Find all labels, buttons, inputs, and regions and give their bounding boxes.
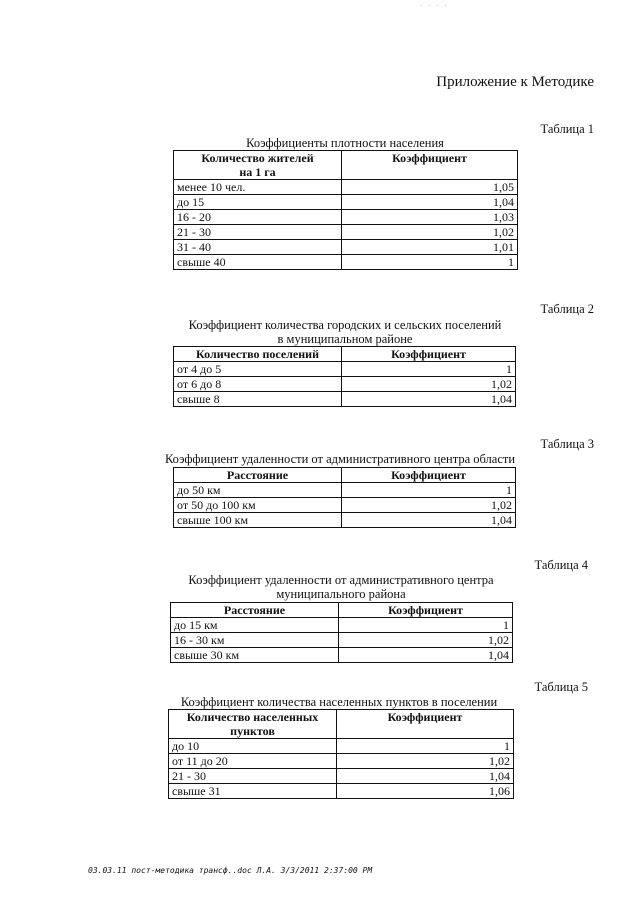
page-title: Приложение к Методике (436, 74, 594, 90)
caption-line: Коэффициенты плотности населения (246, 136, 444, 150)
table-row: свыше 100 км 1,04 (174, 513, 516, 528)
table-1-caption (172, 136, 518, 150)
table-2-caption (150, 318, 540, 346)
column-header-settlements: Количество населенных пунктов (169, 710, 337, 739)
document-footer: 03.03.11 пост-методика трансф..doc Л.А. 3/3/2011 2:37:00 PM (88, 866, 373, 875)
column-header-coefficient: Коэффициент (342, 468, 516, 483)
table-2-label: Таблица 2 (540, 302, 594, 316)
table-2 (173, 346, 516, 407)
table-row: от 50 до 100 км 1,02 (174, 498, 516, 513)
table-header-row (174, 468, 516, 483)
scan-artifact: · · · · (420, 2, 449, 10)
column-header-coefficient: Коэффициент (342, 151, 518, 180)
column-header-distance: Расстояние (174, 468, 342, 483)
table-row: 21 - 30 1,04 (169, 769, 514, 784)
caption-line: Коэффициент удаленности от административного центра области (164, 452, 516, 466)
table-4-label: Таблица 4 (534, 558, 588, 572)
caption-line: Коэффициент количества населенных пунктов в поселении (180, 695, 498, 709)
column-header-coefficient: Коэффициент (337, 710, 514, 739)
table-3 (173, 467, 516, 528)
table-row: менее 10 чел. 1,05 (174, 180, 518, 195)
table-row: 31 - 40 1,01 (174, 240, 518, 255)
caption-line: муниципального района (276, 587, 406, 601)
table-row: свыше 8 1,04 (174, 392, 516, 407)
table-row: до 10 1 (169, 739, 514, 754)
table-4 (170, 602, 513, 663)
table-row: свыше 31 1,06 (169, 784, 514, 799)
caption-line: Коэффициент удаленности от административного центра (188, 573, 494, 587)
table-5 (168, 709, 514, 799)
table-3-label: Таблица 3 (540, 437, 594, 451)
table-row: от 6 до 8 1,02 (174, 377, 516, 392)
table-header-row (169, 710, 514, 739)
table-5-label: Таблица 5 (534, 680, 588, 694)
table-row: 16 - 20 1,03 (174, 210, 518, 225)
column-header-coefficient: Коэффициент (339, 603, 513, 618)
table-row: до 50 км 1 (174, 483, 516, 498)
table-row: от 11 до 20 1,02 (169, 754, 514, 769)
table-row: до 15 км 1 (171, 618, 513, 633)
table-1-label: Таблица 1 (540, 122, 594, 136)
caption-line: в муниципальном районе (277, 332, 413, 346)
column-header-coefficient: Коэффициент (342, 347, 516, 362)
column-header-quantity: Количество жителей на 1 га (174, 151, 342, 180)
table-row: свыше 40 1 (174, 255, 518, 270)
table-row: 21 - 30 1,02 (174, 225, 518, 240)
table-row: от 4 до 5 1 (174, 362, 516, 377)
caption-line: Коэффициент количества городских и сельских поселений (188, 318, 502, 332)
table-1 (173, 150, 518, 270)
table-4-caption (168, 573, 514, 601)
column-header-quantity: Количество поселений (174, 347, 342, 362)
table-header-row (171, 603, 513, 618)
table-header-row (174, 347, 516, 362)
table-5-caption (164, 695, 514, 709)
table-3-caption (150, 452, 530, 466)
table-row: до 15 1,04 (174, 195, 518, 210)
table-row: 16 - 30 км 1,02 (171, 633, 513, 648)
column-header-distance: Расстояние (171, 603, 339, 618)
table-header-row (174, 151, 518, 180)
table-row: свыше 30 км 1,04 (171, 648, 513, 663)
